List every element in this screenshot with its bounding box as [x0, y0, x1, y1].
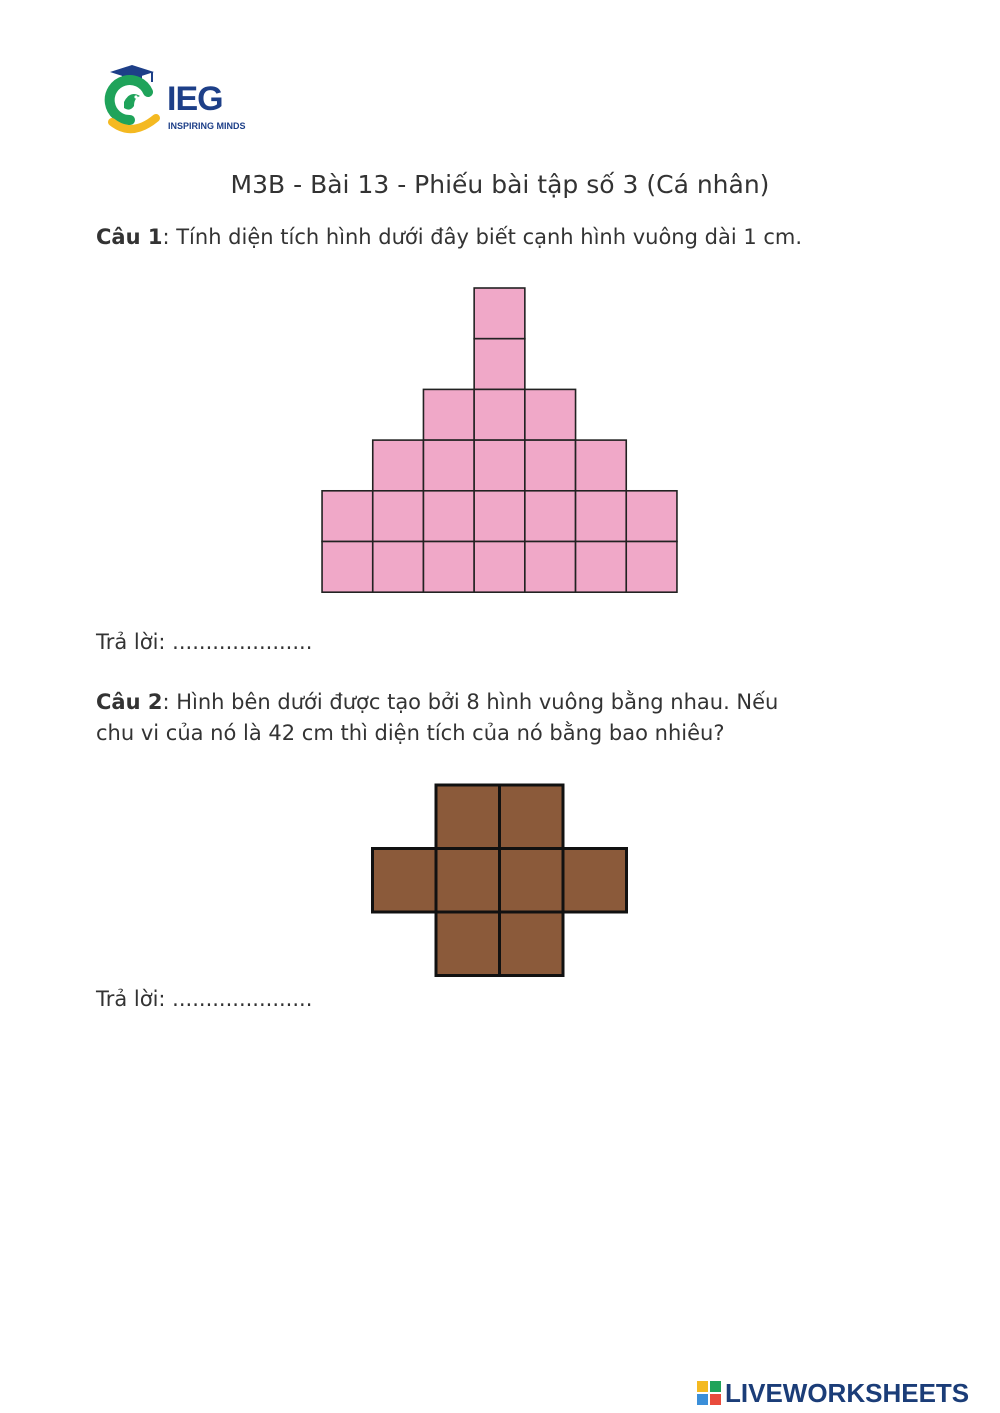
question-1-answer: Trả lời: ..................... [96, 630, 313, 654]
logo-tagline: INSPIRING MINDS [168, 121, 246, 131]
question-2-square [436, 785, 500, 849]
question-2-square [500, 849, 564, 913]
question-2-square [500, 785, 564, 849]
logo-name: IEG [167, 80, 223, 118]
question-2-text-line1: : Hình bên dưới được tạo bởi 8 hình vuông bằng nhau. Nếu [162, 690, 779, 714]
question-2-square [563, 849, 627, 913]
page-title: M3B - Bài 13 - Phiếu bài tập số 3 (Cá nhân) [230, 170, 770, 199]
question-2-square [436, 912, 500, 976]
question-2-text-line2: chu vi của nó là 42 cm thì diện tích của nó bằng bao nhiêu? [96, 721, 725, 745]
question-2-label: Câu 2 [96, 690, 163, 714]
liveworksheets-logo-icon [697, 1381, 721, 1405]
question-2-square [500, 912, 564, 976]
liveworksheets-footer [697, 1378, 997, 1408]
question-2-square [436, 849, 500, 913]
question-1-label: Câu 1 [96, 225, 163, 249]
question-2-square [373, 849, 437, 913]
footer-brand: LIVEWORKSHEETS [725, 1378, 970, 1408]
question-2-answer: Trả lời: ..................... [96, 987, 313, 1011]
question-1-text: : Tính diện tích hình dưới đây biết cạnh hình vuông dài 1 cm. [162, 225, 803, 249]
